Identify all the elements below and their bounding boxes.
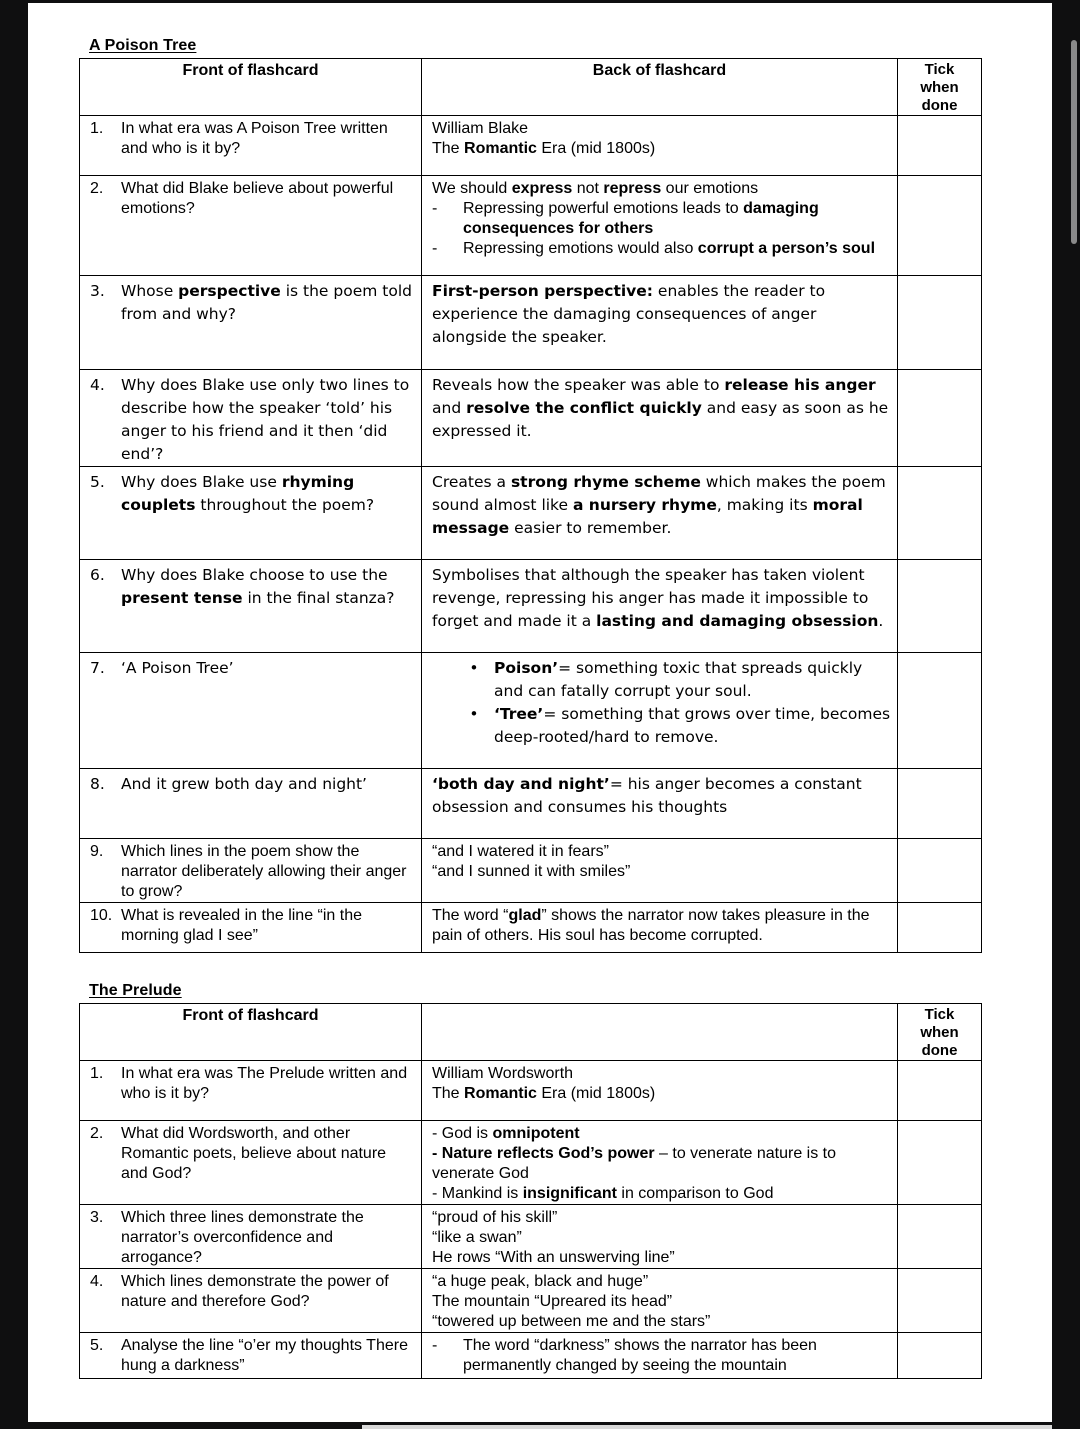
answer-bullet-item — [432, 657, 891, 703]
question-text: Whose perspective is the poem told from and why? — [121, 282, 412, 323]
question-number: 6. — [90, 566, 105, 584]
back-header — [422, 1004, 898, 1061]
question-text: Which lines demonstrate the power of nature and therefore God? — [121, 1273, 389, 1310]
answer-line: The Romantic Era (mid 1800s) — [432, 1085, 656, 1102]
answer-text: Symbolises that although the speaker has taken violent revenge, repressing his anger has made it impossible to forget and made it a lasting and damaging obsession. — [432, 566, 884, 630]
poison-tree-title: A Poison Tree — [89, 37, 197, 54]
front-content — [80, 839, 421, 902]
table-row — [80, 839, 982, 903]
front-header: Front of flashcard — [80, 1004, 422, 1061]
answer-line: William Wordsworth — [432, 1065, 574, 1082]
question-number: 3. — [90, 282, 105, 300]
poison-tree-flashcard-table — [79, 58, 982, 953]
front-content — [80, 1333, 421, 1376]
answer-content — [422, 1269, 897, 1332]
dash-marker: - — [432, 1337, 438, 1354]
answer-content — [422, 1061, 897, 1104]
front-cell — [80, 1269, 422, 1333]
tick-checkbox-cell[interactable] — [898, 653, 982, 769]
answer-line: - God is omnipotent — [432, 1125, 580, 1142]
question-text: Which lines in the poem show the narrator deliberately allowing their anger to grow? — [121, 843, 407, 900]
back-cell — [422, 769, 898, 839]
tick-header: Tick when done — [898, 1004, 982, 1061]
back-cell — [422, 1061, 898, 1121]
tick-header: Tick when done — [898, 59, 982, 116]
answer-bullet-item — [432, 703, 891, 749]
answer-content — [422, 560, 897, 633]
question-number: 2. — [90, 180, 104, 197]
answer-content — [422, 653, 897, 749]
table-row — [80, 1121, 982, 1205]
front-cell — [80, 903, 422, 953]
answer-content — [422, 370, 897, 443]
table-row — [80, 1333, 982, 1379]
question-number: 1. — [90, 1065, 104, 1082]
front-content — [80, 116, 421, 159]
tick-checkbox-cell[interactable] — [898, 1333, 982, 1379]
question-number: 9. — [90, 843, 104, 860]
front-cell — [80, 176, 422, 276]
answer-text: ‘both day and night’= his anger becomes a constant obsession and consumes his thoughts — [432, 775, 862, 816]
front-content — [80, 653, 421, 680]
answer-text: Reveals how the speaker was able to release his anger and resolve the conflict quickly and easy as soon as he expressed it. — [432, 376, 889, 440]
table-row — [80, 1061, 982, 1121]
answer-text: Creates a strong rhyme scheme which makes the poem sound almost like a nursery rhyme, making its moral message easier to remember. — [432, 473, 886, 537]
back-cell — [422, 653, 898, 769]
answer-line: The Romantic Era (mid 1800s) — [432, 140, 656, 157]
answer-dash-item — [432, 239, 891, 259]
tick-checkbox-cell[interactable] — [898, 276, 982, 370]
table-row — [80, 176, 982, 276]
tick-checkbox-cell[interactable] — [898, 1269, 982, 1333]
front-content — [80, 1269, 421, 1312]
back-cell — [422, 1205, 898, 1269]
back-cell — [422, 1121, 898, 1205]
answer-dash-item — [432, 1336, 891, 1376]
front-content — [80, 769, 421, 796]
answer-content — [422, 176, 897, 259]
front-cell — [80, 1061, 422, 1121]
back-cell — [422, 467, 898, 560]
front-cell — [80, 560, 422, 653]
tick-checkbox-cell[interactable] — [898, 467, 982, 560]
dash-text: Repressing emotions would also corrupt a person’s soul — [463, 240, 876, 257]
question-text: And it grew both day and night’ — [121, 775, 367, 793]
tick-checkbox-cell[interactable] — [898, 370, 982, 467]
front-cell — [80, 1205, 422, 1269]
prelude-flashcard-table — [79, 1003, 982, 1379]
tick-checkbox-cell[interactable] — [898, 116, 982, 176]
back-cell — [422, 116, 898, 176]
answer-content — [422, 467, 897, 540]
question-number: 10. — [90, 907, 113, 924]
table-row — [80, 653, 982, 769]
question-number: 2. — [90, 1125, 104, 1142]
tick-checkbox-cell[interactable] — [898, 1205, 982, 1269]
tick-checkbox-cell[interactable] — [898, 839, 982, 903]
scrollbar-thumb[interactable] — [1071, 40, 1077, 244]
table-row — [80, 370, 982, 467]
answer-line: “towered up between me and the stars” — [432, 1313, 711, 1330]
front-header: Front of flashcard — [80, 59, 422, 116]
table-row — [80, 276, 982, 370]
answer-line: “a huge peak, black and huge” — [432, 1273, 649, 1290]
dash-marker: - — [432, 240, 438, 257]
front-content — [80, 903, 421, 946]
question-text: Analyse the line “o’er my thoughts There hung a darkness” — [121, 1337, 408, 1374]
question-text: Why does Blake use rhyming couplets throughout the poem? — [121, 473, 375, 514]
question-text: In what era was A Poison Tree written and who is it by? — [121, 120, 388, 157]
question-text: What did Blake believe about powerful emotions? — [121, 180, 394, 217]
question-number: 8. — [90, 775, 105, 793]
answer-line: He rows “With an unswerving line” — [432, 1249, 675, 1266]
front-cell — [80, 769, 422, 839]
question-text: In what era was The Prelude written and who is it by? — [121, 1065, 408, 1102]
bullet-marker: • — [469, 705, 479, 723]
question-text: ‘A Poison Tree’ — [121, 659, 234, 677]
tick-checkbox-cell[interactable] — [898, 769, 982, 839]
answer-content — [422, 769, 897, 819]
answer-content — [422, 116, 897, 159]
page-edge — [362, 1425, 1052, 1429]
answer-content — [422, 839, 897, 882]
answer-line: “like a swan” — [432, 1229, 522, 1246]
front-content — [80, 276, 421, 326]
question-text: Which three lines demonstrate the narrator’s overconfidence and arrogance? — [121, 1209, 364, 1266]
table-header-row — [80, 1004, 982, 1061]
front-content — [80, 370, 421, 466]
back-cell — [422, 1269, 898, 1333]
front-content — [80, 560, 421, 610]
front-cell — [80, 653, 422, 769]
answer-line: William Blake — [432, 120, 529, 137]
dash-marker: - — [432, 200, 438, 217]
dash-text: Repressing powerful emotions leads to damaging consequences for others — [463, 200, 819, 237]
question-number: 5. — [90, 473, 105, 491]
tick-checkbox-cell[interactable] — [898, 176, 982, 276]
table-row — [80, 560, 982, 653]
front-cell — [80, 116, 422, 176]
back-cell — [422, 176, 898, 276]
back-cell — [422, 839, 898, 903]
answer-line: “and I watered it in fears” — [432, 843, 609, 860]
front-content — [80, 176, 421, 219]
back-cell — [422, 276, 898, 370]
front-cell — [80, 1333, 422, 1379]
tick-checkbox-cell[interactable] — [898, 560, 982, 653]
answer-line: “proud of his skill” — [432, 1209, 558, 1226]
answer-line: “and I sunned it with smiles” — [432, 863, 631, 880]
back-header: Back of flashcard — [422, 59, 898, 116]
back-cell — [422, 1333, 898, 1379]
tick-checkbox-cell[interactable] — [898, 903, 982, 953]
answer-content — [422, 1121, 897, 1204]
table-row — [80, 903, 982, 953]
answer-line: The mountain “Upreared its head” — [432, 1293, 673, 1310]
table-row — [80, 1269, 982, 1333]
front-cell — [80, 1121, 422, 1205]
prelude-title: The Prelude — [89, 982, 182, 999]
back-cell — [422, 903, 898, 953]
front-cell — [80, 839, 422, 903]
question-text: What did Wordsworth, and other Romantic poets, believe about nature and God? — [121, 1125, 387, 1182]
front-content — [80, 1061, 421, 1104]
answer-content — [422, 1333, 897, 1376]
question-number: 7. — [90, 659, 105, 677]
bullet-text: Poison’= something toxic that spreads quickly and can fatally corrupt your soul. — [494, 659, 863, 700]
front-content — [80, 1205, 421, 1268]
question-number: 1. — [90, 120, 104, 137]
question-text: Why does Blake choose to use the present tense in the final stanza? — [121, 566, 395, 607]
answer-dash-item — [432, 199, 891, 239]
bullet-text: ‘Tree’= something that grows over time, becomes deep-rooted/hard to remove. — [494, 705, 891, 746]
front-cell — [80, 276, 422, 370]
table-row — [80, 769, 982, 839]
answer-text: First-person perspective: enables the reader to experience the damaging consequences of anger alongside the speaker. — [432, 282, 826, 346]
table-header-row — [80, 59, 982, 116]
answer-content — [422, 903, 897, 946]
dash-text: The word “darkness” shows the narrator has been permanently changed by seeing the mountain — [463, 1337, 817, 1374]
bullet-marker: • — [469, 659, 479, 677]
answer-line: - Nature reflects God’s power – to venerate nature is to venerate God — [432, 1145, 837, 1182]
answer-line: - Mankind is insignificant in comparison to God — [432, 1185, 774, 1202]
back-cell — [422, 370, 898, 467]
answer-text: The word “glad” shows the narrator now takes pleasure in the pain of others. His soul has become corrupted. — [432, 907, 870, 944]
question-number: 4. — [90, 1273, 104, 1290]
table-row — [80, 116, 982, 176]
answer-text: We should express not repress our emotions — [432, 180, 759, 197]
front-cell — [80, 467, 422, 560]
tick-checkbox-cell[interactable] — [898, 1121, 982, 1205]
table-row — [80, 1205, 982, 1269]
front-content — [80, 467, 421, 517]
question-number: 3. — [90, 1209, 104, 1226]
answer-content — [422, 276, 897, 349]
front-cell — [80, 370, 422, 467]
front-content — [80, 1121, 421, 1184]
question-number: 4. — [90, 376, 105, 394]
question-text: Why does Blake use only two lines to describe how the speaker ‘told’ his anger to his friend and it then ‘did end’? — [121, 376, 410, 463]
question-text: What is revealed in the line “in the morning glad I see” — [121, 907, 363, 944]
back-cell — [422, 560, 898, 653]
table-row — [80, 467, 982, 560]
tick-checkbox-cell[interactable] — [898, 1061, 982, 1121]
answer-content — [422, 1205, 897, 1268]
question-number: 5. — [90, 1337, 104, 1354]
